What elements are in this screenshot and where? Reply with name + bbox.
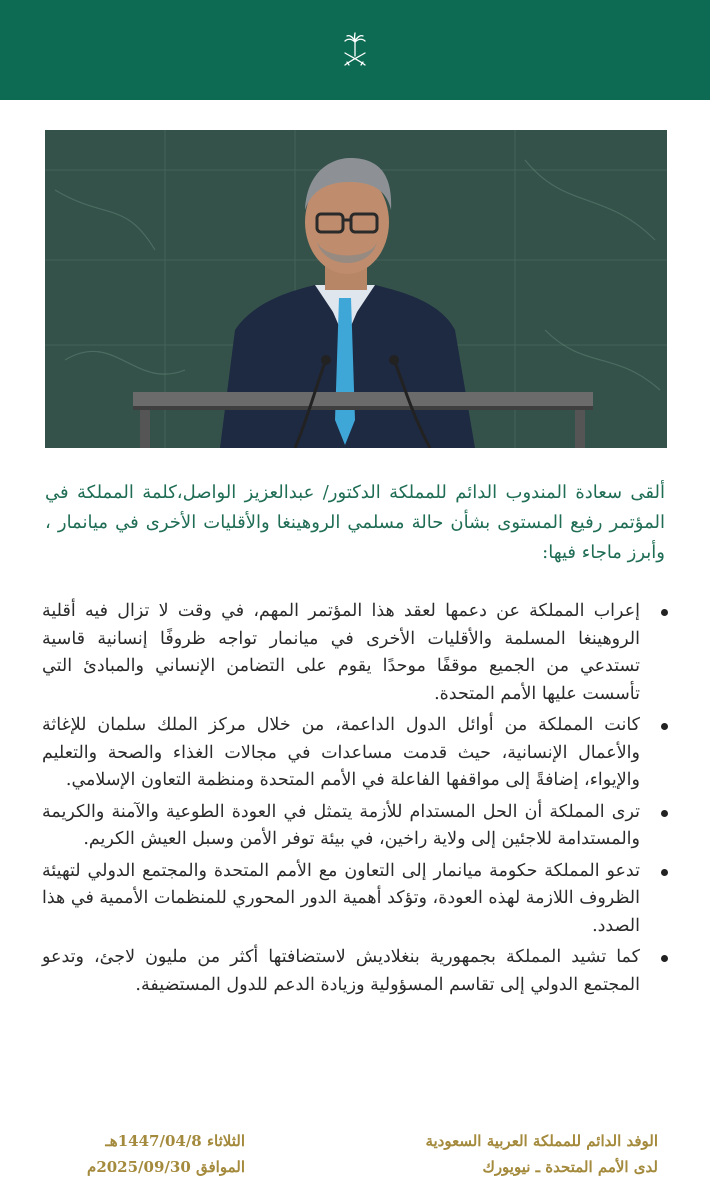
header-bar bbox=[0, 0, 710, 100]
bullet-dot-icon bbox=[661, 869, 668, 876]
org-name-line2: لدى الأمم المتحدة ـ نيويورك bbox=[482, 1158, 658, 1176]
intro-text: ألقى سعادة المندوب الدائم للمملكة الدكتور/ عبدالعزيز الواصل،كلمة المملكة في المؤتمر رفيع المستوى بشأن حالة مسلمي الروهينغا والأقليات الأخرى في ميانمار ، وأبرز ماجاء فيها: bbox=[45, 482, 665, 563]
list-item bbox=[42, 598, 670, 708]
bullet-dot-icon bbox=[661, 609, 668, 616]
list-item bbox=[42, 799, 670, 854]
intro-paragraph bbox=[45, 478, 665, 568]
list-item-text: إعراب المملكة عن دعمها لعقد هذا المؤتمر المهم، في وقت لا تزال فيه أقلية الروهينغا المسلمة والأقليات الأخرى في ميانمار تواجه ظروفًا إنسانية قاسية تستدعي من الجميع موقفًا موحدًا يقوم على التضامن الإنساني والمبادئ التي تأسست عليها الأمم المتحدة. bbox=[42, 601, 640, 704]
list-item bbox=[42, 712, 670, 795]
saudi-emblem-icon bbox=[341, 32, 369, 68]
statement-points-list bbox=[42, 598, 670, 1003]
list-item-text: تدعو المملكة حكومة ميانمار إلى التعاون مع الأمم المتحدة والمجتمع الدولي لتهيئة الظروف اللازمة لهذه العودة، وتؤكد أهمية الدور المحوري للمنظمات الأممية في هذا الصدد. bbox=[42, 860, 640, 936]
list-item bbox=[42, 858, 670, 941]
bullet-dot-icon bbox=[661, 723, 668, 730]
date-hijri: الثلاثاء 1447/04/8هـ bbox=[105, 1132, 245, 1150]
list-item-text: كانت المملكة من أوائل الدول الداعمة، من خلال مركز الملك سلمان للإغاثة والأعمال الإنسانية، حيث قدمت مساعدات في مجالات الغذاء والصحة والتعليم والإيواء، إضافةً إلى مواقفها الفاعلة في الأمم المتحدة ومنظمة التعاون الإسلامي. bbox=[42, 715, 640, 790]
date-gregorian: الموافق 2025/09/30م bbox=[87, 1158, 245, 1176]
date-block bbox=[45, 1128, 245, 1180]
speaker-photo bbox=[45, 130, 667, 448]
org-name-line1: الوفد الدائم للمملكة العربية السعودية bbox=[425, 1132, 658, 1150]
bullet-dot-icon bbox=[661, 810, 668, 817]
bullet-dot-icon bbox=[661, 955, 668, 962]
list-item bbox=[42, 944, 670, 999]
delegation-signature bbox=[398, 1128, 658, 1180]
list-item-text: ترى المملكة أن الحل المستدام للأزمة يتمثل في العودة الطوعية والآمنة والكريمة والمستدامة للاجئين إلى ولاية راخين، في بيئة توفر الأمن وسبل العيش الكريم. bbox=[42, 801, 640, 849]
list-item-text: كما تشيد المملكة بجمهورية بنغلاديش لاستضافتها أكثر من مليون لاجئ، وتدعو المجتمع الدولي إلى تقاسم المسؤولية وزيادة الدعم للدول المستضيفة. bbox=[42, 947, 640, 995]
